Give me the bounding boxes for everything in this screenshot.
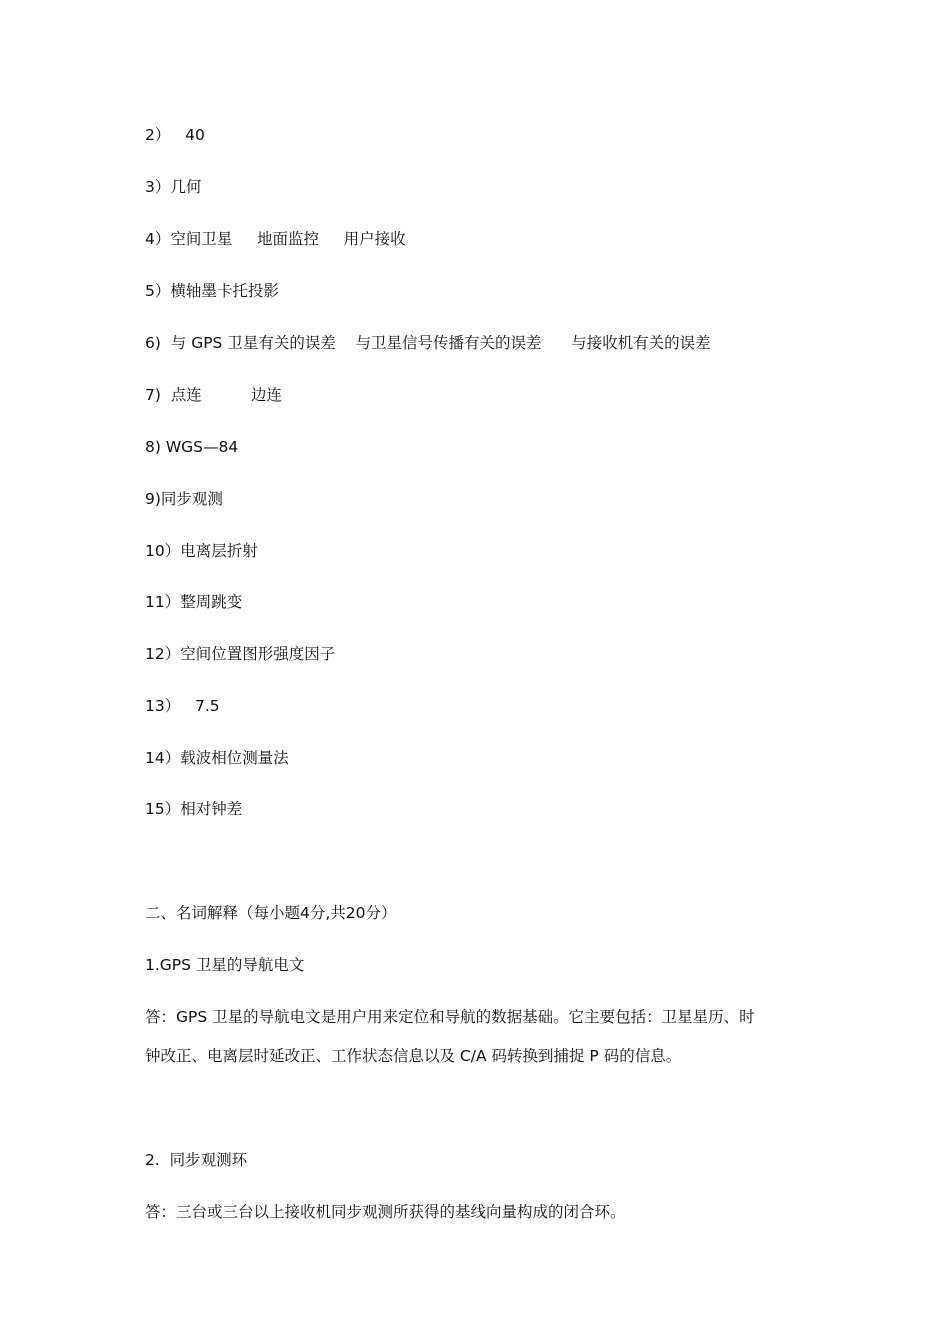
answer-12: 12）空间位置图形强度因子 xyxy=(145,645,336,663)
question-2-title: 2. 同步观测环 xyxy=(145,1151,248,1169)
answer-4: 4）空间卫星 地面监控 用户接收 xyxy=(145,230,406,248)
answer-2: 2） 40 xyxy=(145,126,205,144)
answer-7: 7) 点连 边连 xyxy=(145,386,283,404)
answer-11: 11）整周跳变 xyxy=(145,593,243,611)
answer-8: 8) WGS—84 xyxy=(145,438,239,456)
answer-15: 15）相对钟差 xyxy=(145,800,243,818)
answer-5: 5）横轴墨卡托投影 xyxy=(145,282,279,300)
answer-13: 13） 7.5 xyxy=(145,697,220,715)
answer-14: 14）载波相位测量法 xyxy=(145,749,289,767)
answer-10: 10）电离层折射 xyxy=(145,542,258,560)
question-1-title: 1.GPS 卫星的导航电文 xyxy=(145,956,305,974)
question-1-answer-line-2: 钟改正、电离层时延改正、工作状态信息以及 C/A 码转换到捕捉 P 码的信息。 xyxy=(145,1047,682,1065)
answer-9: 9)同步观测 xyxy=(145,490,223,508)
question-2-answer: 答：三台或三台以上接收机同步观测所获得的基线向量构成的闭合环。 xyxy=(145,1203,626,1221)
answer-3: 3）几何 xyxy=(145,178,202,196)
section-heading: 二、名词解释（每小题4分,共20分） xyxy=(145,904,397,922)
question-1-answer-line-1: 答：GPS 卫星的导航电文是用户用来定位和导航的数据基础。它主要包括：卫星星历、时 xyxy=(145,1008,755,1026)
answer-6: 6) 与 GPS 卫星有关的误差 与卫星信号传播有关的误差 与接收机有关的误差 xyxy=(145,334,711,352)
